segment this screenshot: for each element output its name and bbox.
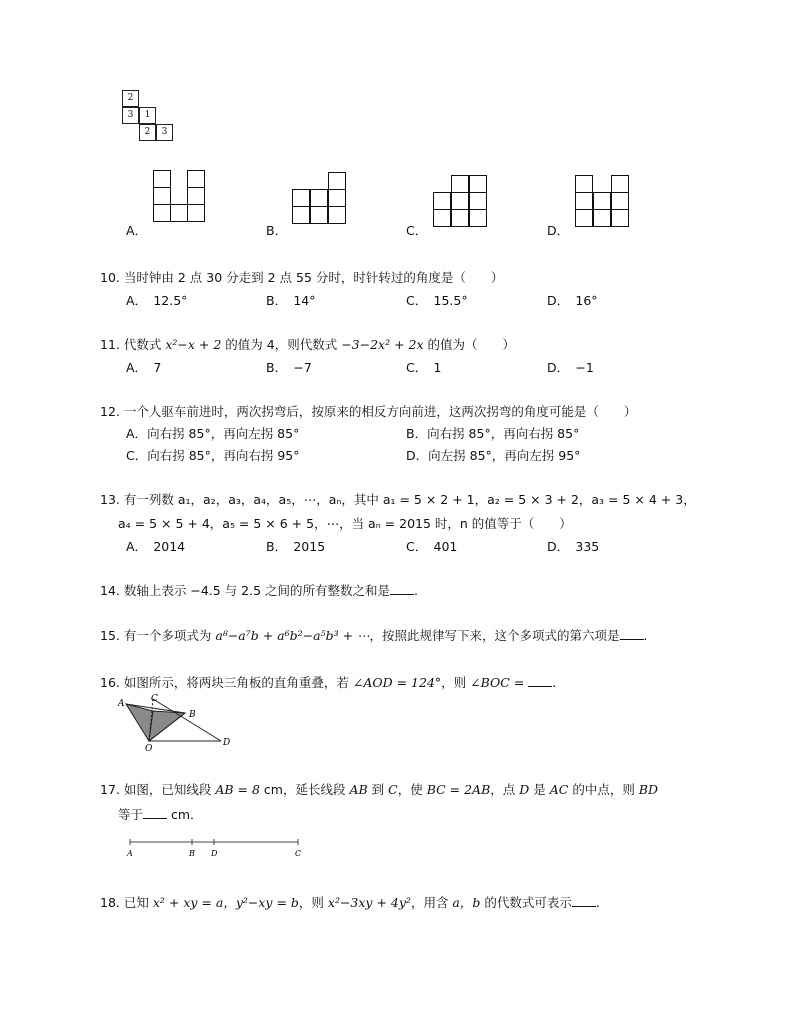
net-cell: 3 <box>156 124 173 141</box>
grid-cell <box>170 204 188 222</box>
q11-option-a[interactable]: A． 7 <box>126 360 162 375</box>
point-label-c: C <box>151 694 158 704</box>
grid-cell <box>611 175 629 193</box>
answer-blank[interactable] <box>390 582 414 595</box>
q12-option-c[interactable]: C．向右拐 85°，再向右拐 95° <box>126 448 300 463</box>
grid-cell <box>153 170 171 188</box>
grid-cell <box>611 209 629 227</box>
q11-option-c[interactable]: C． 1 <box>406 360 442 375</box>
point-label-c: C <box>295 849 302 858</box>
question-number: 18. <box>100 895 120 910</box>
grid-cell <box>310 189 328 207</box>
q9-option-d-label[interactable]: D． <box>547 223 570 238</box>
question-17-line2: 等于 cm． <box>118 807 203 822</box>
q11-option-d[interactable]: D． −1 <box>547 360 594 375</box>
question-stem: 一个人驱车前进时，两次拐弯后，按原来的相反方向前进，这两次拐弯的角度可能是（ ） <box>123 404 637 419</box>
q13-option-a[interactable]: A． 2014 <box>126 539 186 554</box>
question-number: 13. <box>100 492 120 507</box>
q17-segment-figure <box>122 836 312 862</box>
grid-cell <box>187 187 205 205</box>
grid-cell <box>451 175 469 193</box>
point-label-a: A <box>118 699 125 709</box>
q12-option-d[interactable]: D．向左拐 85°，再向左拐 95° <box>406 448 581 463</box>
grid-cell <box>187 204 205 222</box>
q10-option-c[interactable]: C． 15.5° <box>406 293 468 308</box>
point-label-d: D <box>211 849 218 858</box>
grid-cell <box>187 170 205 188</box>
answer-blank[interactable] <box>620 627 644 640</box>
shaded-overlap-region <box>126 704 153 741</box>
grid-cell <box>328 189 346 207</box>
net-cell: 2 <box>122 90 139 107</box>
question-number: 15. <box>100 628 120 643</box>
question-number: 16. <box>100 675 120 690</box>
q10-option-d[interactable]: D． 16° <box>547 293 598 308</box>
answer-blank[interactable] <box>528 674 552 687</box>
question-stem-line1: 有一列数 a₁，a₂，a₃，a₄，a₅，⋯，aₙ，其中 a₁ = 5 × 2 + 1，a₂ = 5 × 3 + 2，a₃ = 5 × 4 + 3， <box>123 492 696 507</box>
question-number: 17. <box>100 782 120 797</box>
question-18: 18. 已知 x² + xy = a，y²−xy = b，则 x²−3xy + 4y²，用含 a，b 的代数式可表示 . <box>100 895 600 910</box>
question-13 <box>100 490 696 508</box>
question-number: 11. <box>100 337 120 352</box>
grid-cell <box>469 209 487 227</box>
grid-cell <box>575 209 593 227</box>
q12-option-b[interactable]: B．向右拐 85°，再向右拐 85° <box>406 426 580 441</box>
math-expression: a，b <box>452 895 481 910</box>
grid-cell <box>310 206 328 224</box>
point-label-b: B <box>189 849 195 858</box>
grid-cell <box>153 204 171 222</box>
answer-blank[interactable] <box>572 894 596 907</box>
grid-cell <box>328 206 346 224</box>
grid-cell <box>593 192 611 210</box>
math-expression: −3−2x² + 2x <box>341 337 424 352</box>
question-16: 16. 如图所示，将两块三角板的直角重叠，若 ∠AOD = 124°，则 ∠BOC = . <box>100 675 557 690</box>
q13-option-c[interactable]: C． 401 <box>406 539 458 554</box>
net-cell: 2 <box>139 124 156 141</box>
grid-cell <box>292 189 310 207</box>
grid-cell <box>292 206 310 224</box>
grid-cell <box>469 175 487 193</box>
grid-cell <box>611 192 629 210</box>
question-14: 14. 数轴上表示 −4.5 与 2.5 之间的所有整数之和是 . <box>100 583 418 598</box>
point-label-b: B <box>189 710 196 720</box>
grid-cell <box>433 209 451 227</box>
net-cell: 1 <box>139 107 156 124</box>
q12-option-a[interactable]: A．向右拐 85°，再向左拐 85° <box>126 426 300 441</box>
q9-option-a-label[interactable]: A． <box>126 223 148 238</box>
math-expression: ∠AOD = 124° <box>352 675 442 690</box>
q11-option-b[interactable]: B． −7 <box>266 360 312 375</box>
question-number: 10. <box>100 270 120 285</box>
math-expression: x² + xy = a，y²−xy = b <box>152 895 299 910</box>
grid-cell <box>575 175 593 193</box>
question-12 <box>100 402 636 420</box>
grid-cell <box>433 192 451 210</box>
question-number: 12. <box>100 404 120 419</box>
q13-option-b[interactable]: B． 2015 <box>266 539 326 554</box>
grid-cell <box>451 209 469 227</box>
point-label-d: D <box>223 738 231 748</box>
question-11: 11. 代数式 x²−x + 2 的值为 4，则代数式 −3−2x² + 2x 的值为（ ） <box>100 337 516 352</box>
question-13-line2: a₄ = 5 × 5 + 4，a₅ = 5 × 6 + 5，⋯，当 aₙ = 2015 时，n 的值等于（ ） <box>118 516 572 531</box>
q10-option-b[interactable]: B． 14° <box>266 293 316 308</box>
math-expression: x²−x + 2 <box>165 337 222 352</box>
q13-option-d[interactable]: D． 335 <box>547 539 600 554</box>
grid-cell <box>153 187 171 205</box>
q9-option-b-label[interactable]: B． <box>266 223 288 238</box>
grid-cell <box>575 192 593 210</box>
question-stem: 当时钟由 2 点 30 分走到 2 点 55 分时，时针转过的角度是（ ） <box>123 270 504 285</box>
grid-cell <box>451 192 469 210</box>
point-label-a: A <box>127 849 133 858</box>
point-label-o: O <box>145 744 153 754</box>
grid-cell <box>593 209 611 227</box>
answer-blank[interactable] <box>143 806 167 819</box>
question-10 <box>100 268 503 286</box>
q9-option-c-label[interactable]: C． <box>406 223 428 238</box>
net-cell: 3 <box>122 107 139 124</box>
question-17: 17. 如图，已知线段 AB = 8 cm，延长线段 AB 到 C，使 BC = 2AB，点 D 是 AC 的中点，则 BD <box>100 782 659 797</box>
math-expression: ∠BOC = <box>470 675 525 690</box>
grid-cell <box>469 192 487 210</box>
q10-option-a[interactable]: A． 12.5° <box>126 293 188 308</box>
question-number: 14. <box>100 583 120 598</box>
question-15: 15. 有一个多项式为 a⁸−a⁷b + a⁶b²−a⁵b³ + ⋯，按照此规律写下来，这个多项式的第六项是 . <box>100 628 648 643</box>
math-expression: x²−3xy + 4y² <box>327 895 411 910</box>
q16-triangle-figure <box>115 693 240 755</box>
grid-cell <box>328 172 346 190</box>
math-expression: a⁸−a⁷b + a⁶b²−a⁵b³ + ⋯ <box>215 628 370 643</box>
